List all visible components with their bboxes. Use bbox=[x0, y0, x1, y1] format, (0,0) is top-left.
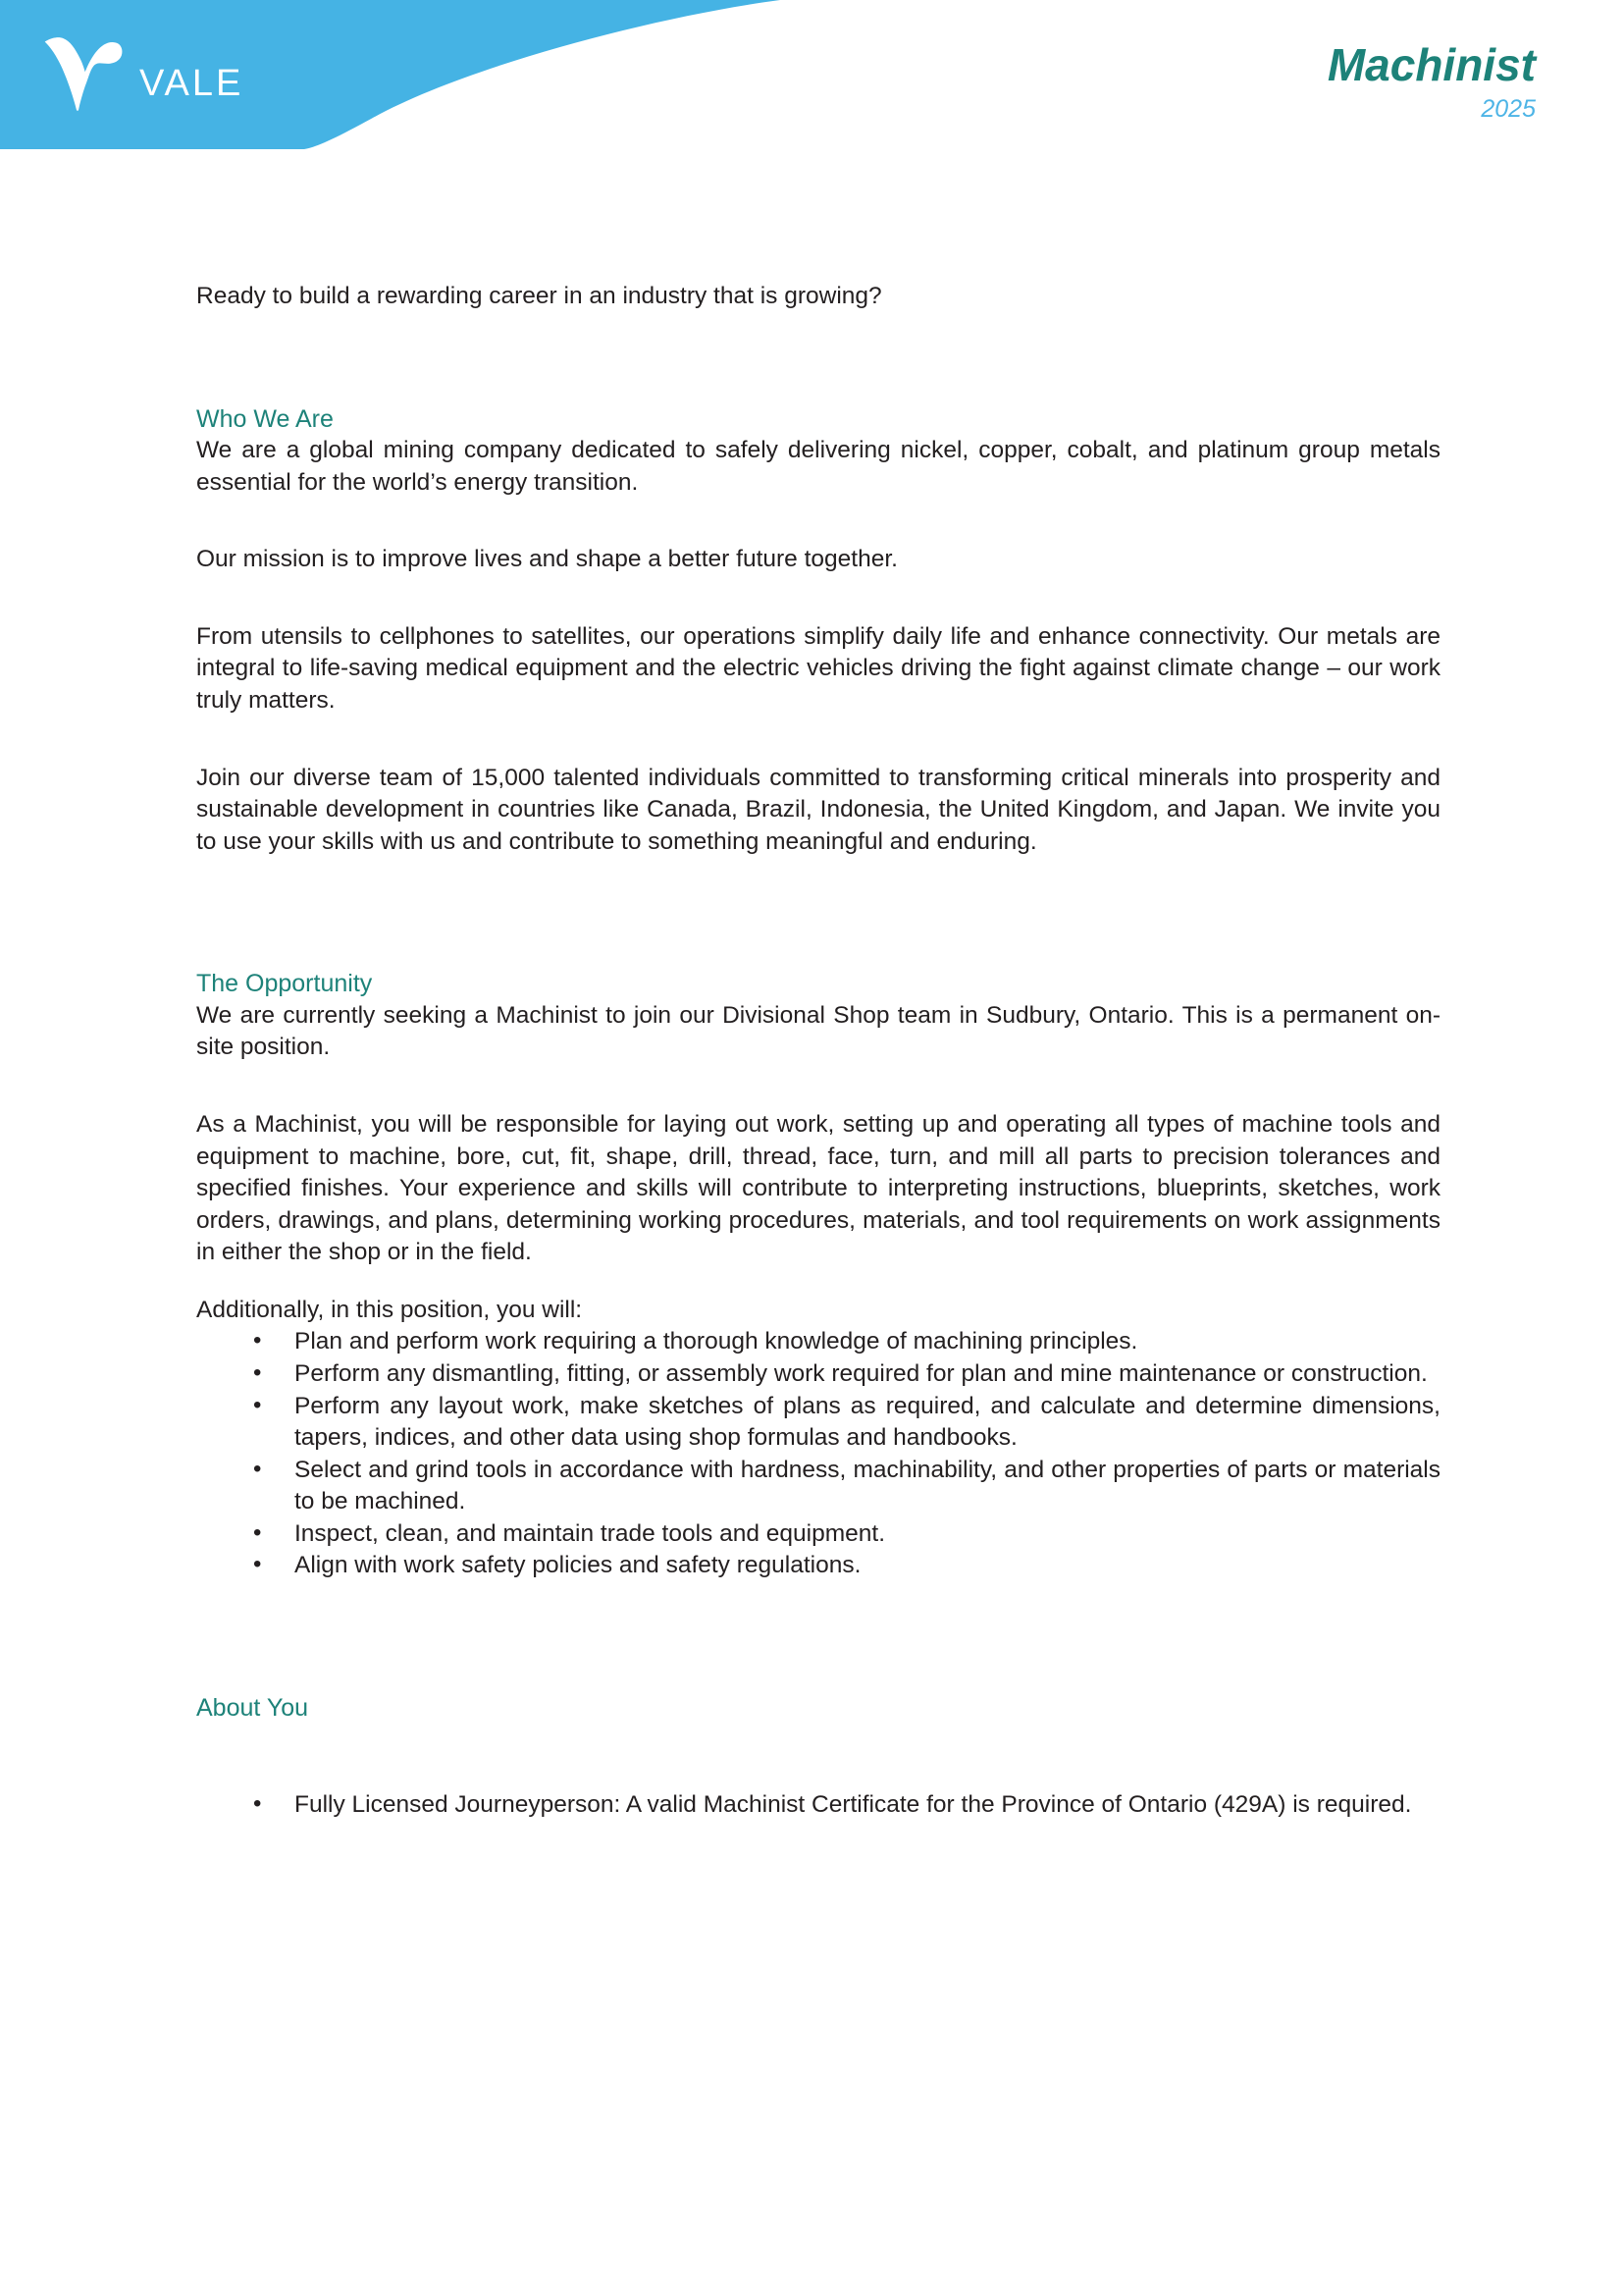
spacer bbox=[196, 858, 1441, 968]
list-item: • Plan and perform work requiring a thorough knowledge of machining principles. bbox=[196, 1326, 1441, 1358]
spacer bbox=[196, 499, 1441, 544]
spacer bbox=[196, 313, 1441, 403]
paragraph: Join our diverse team of 15,000 talented individuals committed to transforming critical minerals into prosperity and sustainable development in countries like Canada, Brazil, Indonesia, the United Kingdom, and Japan. We invite you to use your skills with us and contribute to something meaningful and enduring. bbox=[196, 764, 1441, 855]
list-item: • Perform any layout work, make sketches of plans as required, and calculate and determine dimensions, tapers, indices, and other data using shop formulas and handbooks. bbox=[196, 1391, 1441, 1455]
spacer bbox=[196, 1725, 1441, 1789]
spacer bbox=[196, 717, 1441, 763]
spacer bbox=[196, 1064, 1441, 1109]
paragraph: We are a global mining company dedicated to safely delivering nickel, copper, cobalt, and platinum group metals essential for the world’s energy transition. bbox=[196, 437, 1441, 496]
section-heading-about-you: About You bbox=[196, 1694, 309, 1723]
paragraph: From utensils to cellphones to satellites, our operations simplify daily life and enhance connectivity. Our metals are integral to life-saving medical equipment and the electric vehicles driving the fight against climate change – our work truly matters. bbox=[196, 622, 1441, 714]
paragraph: We are currently seeking a Machinist to join our Divisional Shop team in Sudbury, Ontario. This is a permanent on-site position. bbox=[196, 1001, 1441, 1061]
vale-v-logo-icon bbox=[41, 33, 126, 114]
vale-logo bbox=[41, 33, 243, 114]
list-item: • Fully Licensed Journeyperson: A valid Machinist Certificate for the Province of Ontario (429A) is required. bbox=[196, 1789, 1441, 1822]
vale-wordmark: VALE bbox=[139, 63, 244, 104]
intro-paragraph: Ready to build a rewarding career in an industry that is growing? bbox=[196, 283, 882, 309]
paragraph: Additionally, in this position, you will: bbox=[196, 1296, 583, 1323]
paragraph: As a Machinist, you will be responsible for laying out work, setting up and operating all types of machine tools and equipment to machine, bore, cut, fit, shape, drill, thread, face, turn, and mill all parts to precision tolerances and specified finishes. Your experience and skills will contribute to interpreting instructions, blueprints, sketches, work orders, drawings, and plans, determining working procedures, materials, and tool requirements on work assignments in either the shop or in the field. bbox=[196, 1110, 1441, 1266]
qualifications-list bbox=[196, 1789, 1441, 1822]
list-item: • Inspect, clean, and maintain trade tools and equipment. bbox=[196, 1518, 1441, 1551]
document-body bbox=[196, 281, 1441, 1821]
page-header bbox=[0, 0, 1624, 226]
paragraph: Our mission is to improve lives and shape a better future together. bbox=[196, 546, 898, 573]
list-item: • Align with work safety policies and safety regulations. bbox=[196, 1550, 1441, 1582]
header-title-block bbox=[1328, 41, 1536, 124]
page-year: 2025 bbox=[1481, 95, 1536, 124]
section-heading-the-opportunity: The Opportunity bbox=[196, 970, 373, 998]
spacer bbox=[196, 1269, 1441, 1295]
spacer bbox=[196, 1582, 1441, 1692]
page-title: Machinist bbox=[1327, 39, 1536, 90]
responsibilities-list bbox=[196, 1326, 1441, 1582]
list-item: • Perform any dismantling, fitting, or assembly work required for plan and mine maintenance or construction. bbox=[196, 1358, 1441, 1391]
section-heading-who-we-are: Who We Are bbox=[196, 404, 334, 433]
list-item: • Select and grind tools in accordance with hardness, machinability, and other properties of parts or materials to be machined. bbox=[196, 1455, 1441, 1518]
spacer bbox=[196, 576, 1441, 621]
